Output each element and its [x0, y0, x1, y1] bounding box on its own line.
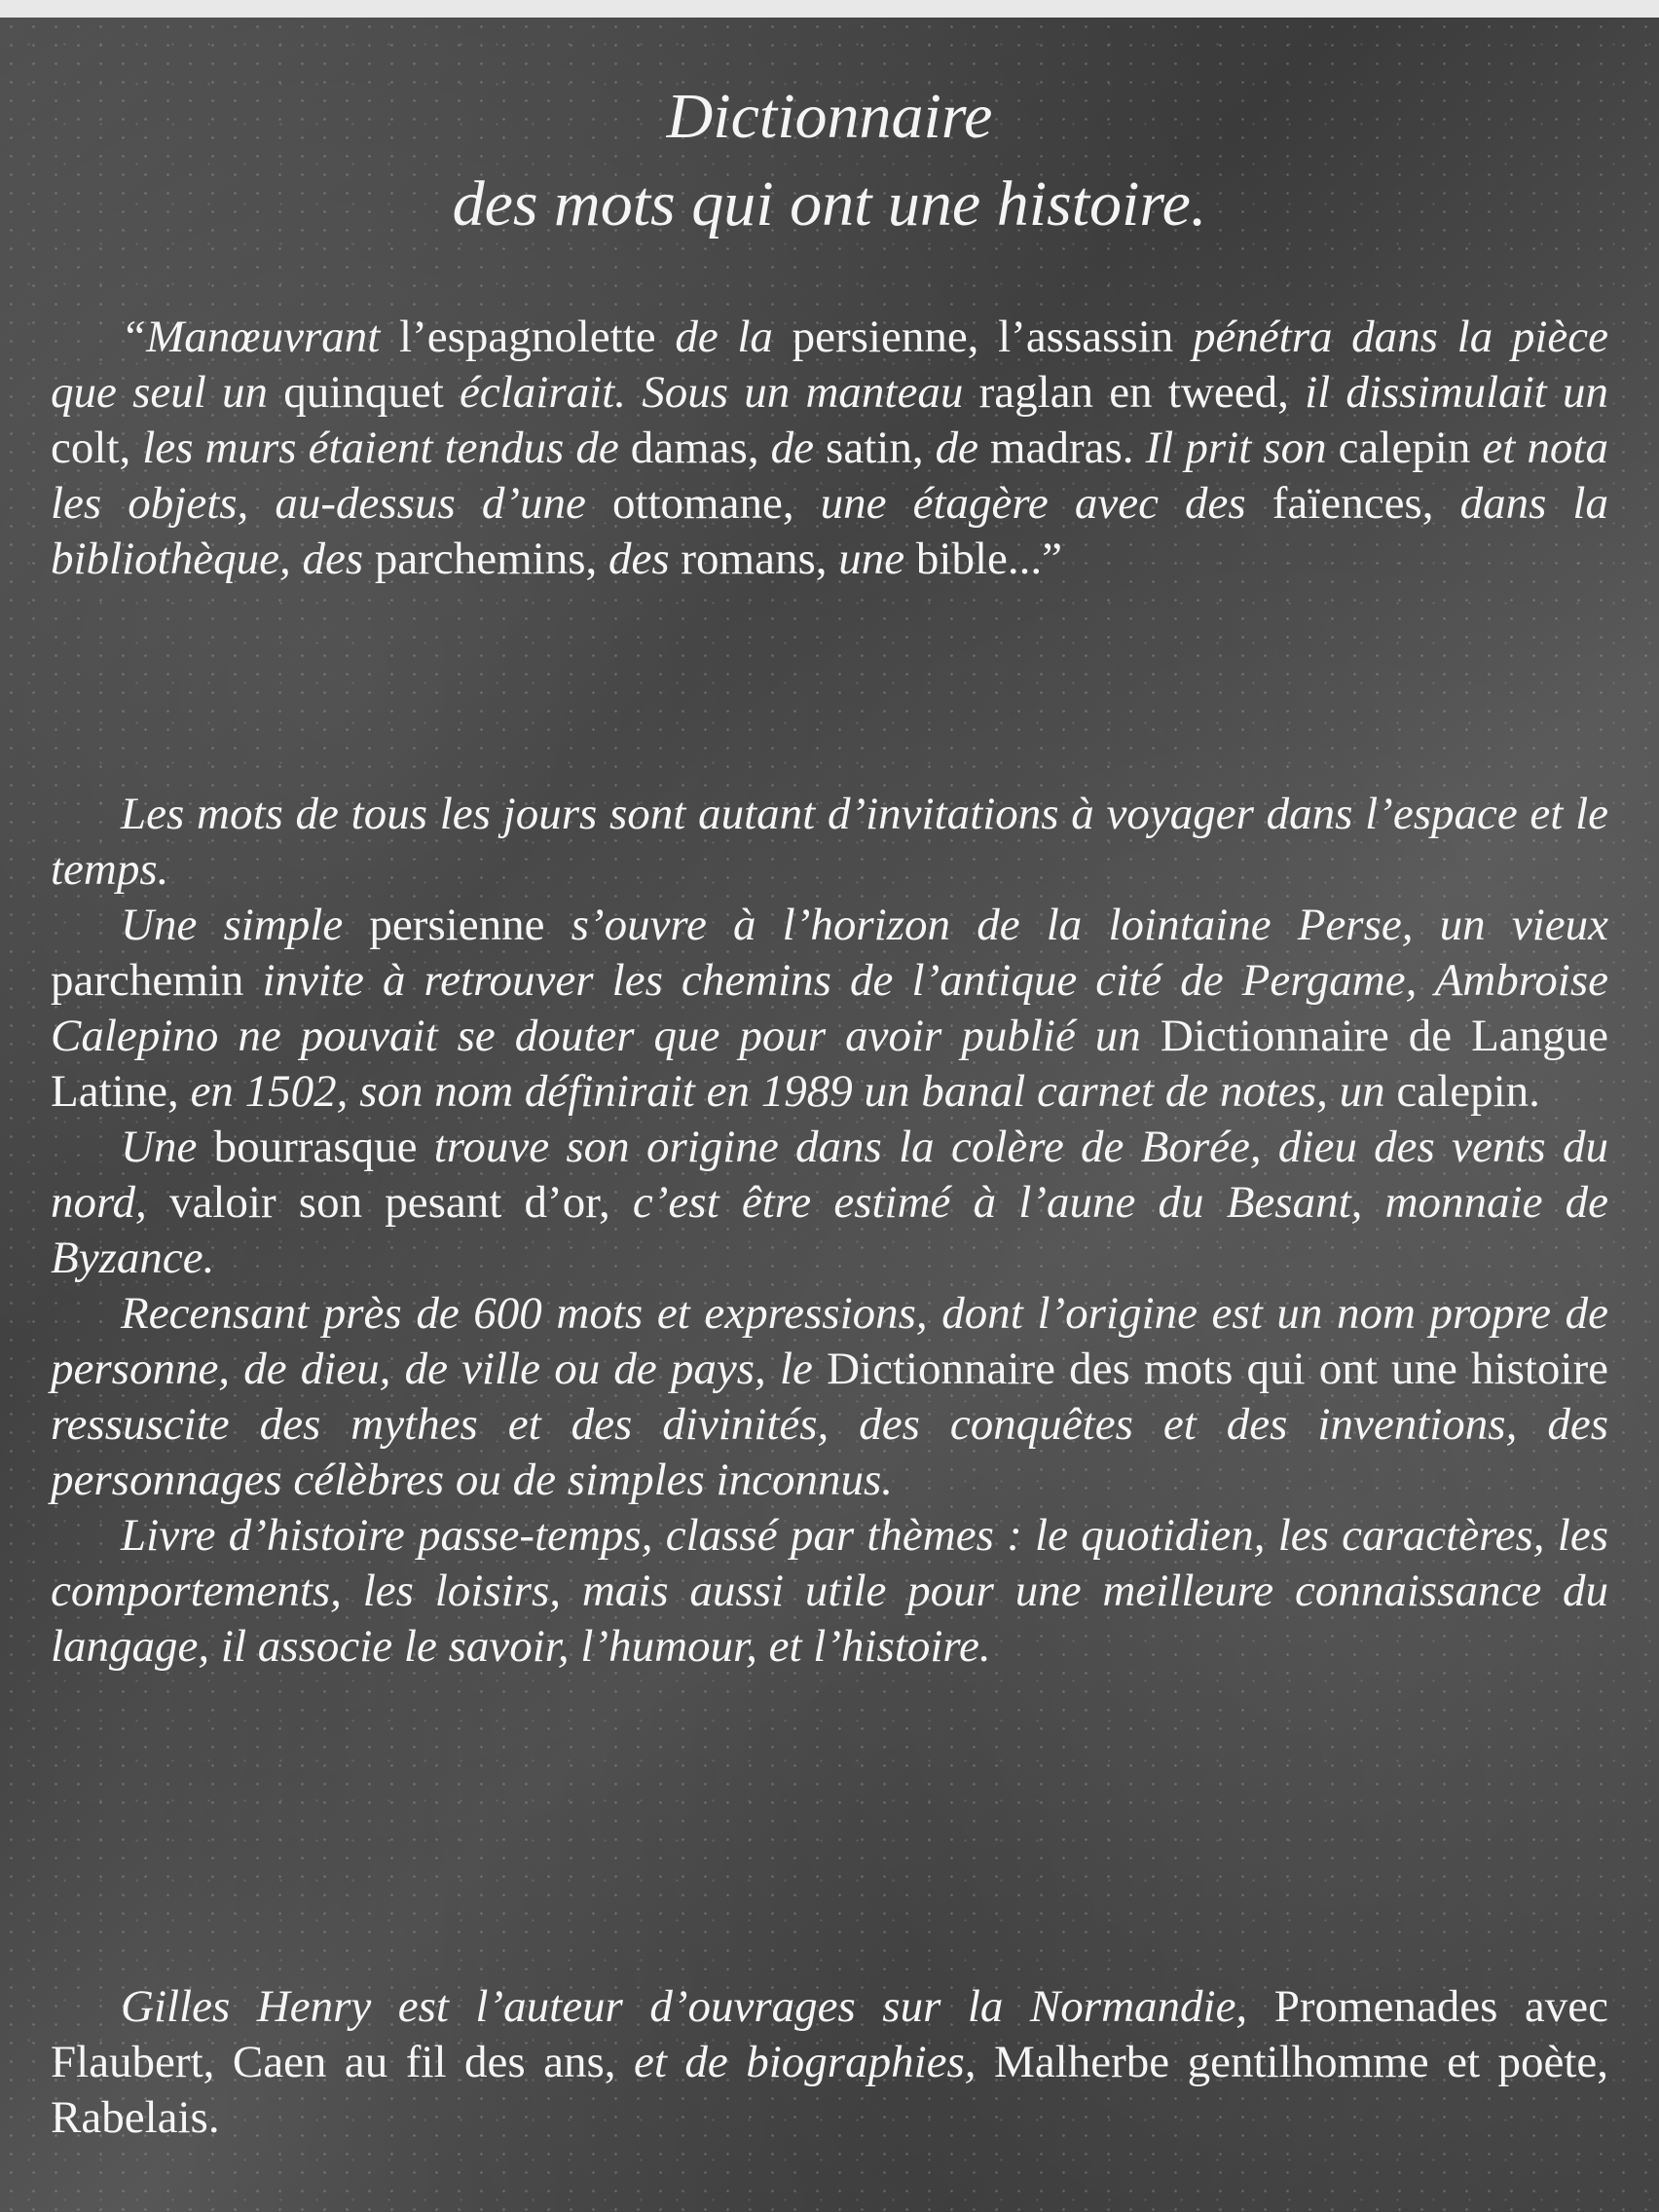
text-run: bible...”	[915, 534, 1062, 584]
body-paragraph-1	[51, 787, 1608, 898]
text-run: ressuscite des mythes et des divinités, des conquêtes et des inventions, des personnages célèbres ou de simples inconnus.	[51, 1399, 1608, 1505]
text-run: calepin.	[1396, 1066, 1540, 1117]
text-run: et de biographies,	[634, 2037, 995, 2087]
author-note	[51, 1979, 1608, 2146]
text-run: des	[608, 534, 682, 584]
title-line-2: des mots qui ont une histoire.	[452, 168, 1207, 240]
text-run: parchemins,	[374, 534, 608, 584]
text-run: parchemin	[51, 955, 263, 1006]
text-run: bourrasque	[213, 1122, 434, 1172]
text-run: Dictionnaire des mots qui ont une histoire	[827, 1344, 1609, 1394]
text-run: l’espagnolette	[399, 312, 676, 362]
text-run: Il prit son	[1145, 423, 1339, 473]
text-run: trouve son origine dans la colère de Borée, dieu des vents du nord,	[51, 1122, 1608, 1228]
text-run: éclairait. Sous un manteau	[460, 367, 979, 418]
text-run: invite à retrouver les chemins de l’antique cité de Pergame, Ambroise Calepino ne pouvait se douter que pour avoir publié un	[51, 955, 1608, 1061]
text-run: c’est être estimé à l’aune du Besant, monnaie de Byzance.	[51, 1177, 1608, 1283]
text-run: faïences,	[1272, 478, 1460, 529]
text-run: de	[935, 423, 991, 473]
book-title	[0, 78, 1659, 243]
text-run: s’ouvre à l’horizon de la lointaine Perse, un vieux	[571, 900, 1608, 950]
text-run: et nota les objets, au-dessus d’une	[51, 423, 1608, 529]
text-run: Recensant près de 600 mots et expressions, dont l’origine est un nom propre de personne, de dieu, de ville ou de pays, le	[51, 1288, 1608, 1394]
text-run: une étagère avec des	[820, 478, 1272, 529]
text-run: quinquet	[283, 367, 460, 418]
text-run: Une	[121, 1122, 214, 1172]
text-run: Gilles Henry est l’auteur d’ouvrages sur la Normandie,	[121, 1981, 1274, 2032]
text-run: les murs étaient tendus de	[142, 423, 631, 473]
text-run: damas,	[630, 423, 771, 473]
text-run: de la	[675, 312, 793, 362]
text-run: calepin	[1338, 423, 1483, 473]
body-paragraph-3	[51, 1120, 1608, 1286]
text-run: romans,	[681, 534, 839, 584]
text-run: en 1502, son nom définirait en 1989 un banal carnet de notes, un	[190, 1066, 1397, 1117]
text-run: valoir son pesant d’or,	[168, 1177, 633, 1228]
text-run: satin,	[826, 423, 936, 473]
text-run: colt,	[51, 423, 143, 473]
text-run: pénétra dans la pièce que seul un	[51, 312, 1609, 418]
back-cover	[0, 18, 1659, 2212]
text-run: il dissimulait un	[1305, 367, 1608, 418]
body-paragraph-5	[51, 1508, 1608, 1675]
text-run: Livre d’histoire passe-temps, classé par thèmes : le quotidien, les caractères, les comportements, les loisirs, mais aussi utile pour une meilleure connaissance du langage, il associe le savoir, l’humour, et l’histoire.	[51, 1510, 1608, 1672]
opening-quote	[51, 310, 1608, 587]
text-run: dans la bibliothèque, des	[51, 478, 1608, 584]
text-run: madras.	[990, 423, 1146, 473]
text-run: persienne,	[792, 312, 999, 362]
body-paragraph-4	[51, 1286, 1608, 1508]
text-run: Les mots de tous les jours sont autant d’invitations à voyager dans l’espace et le temps.	[51, 789, 1608, 895]
text-run: raglan en tweed,	[978, 367, 1306, 418]
body-paragraph-2	[51, 898, 1608, 1120]
text-run: Malherbe gentilhomme et poète, Rabelais.	[51, 2037, 1609, 2143]
quote-paragraph	[51, 310, 1608, 587]
text-run: persienne	[369, 900, 571, 950]
text-run: de	[770, 423, 827, 473]
text-run: “Manœuvrant	[121, 312, 400, 362]
text-run: l’assassin	[998, 312, 1193, 362]
blurb-body	[51, 787, 1608, 1675]
title-line-1: Dictionnaire	[666, 81, 993, 152]
text-run: ottomane,	[611, 478, 821, 529]
text-run: Une simple	[121, 900, 370, 950]
author-paragraph	[51, 1979, 1608, 2146]
text-run: Promenades avec Flaubert, Caen au fil des ans,	[51, 1981, 1608, 2087]
text-run: Dictionnaire de Langue Latine,	[51, 1011, 1608, 1117]
text-run: une	[838, 534, 916, 584]
